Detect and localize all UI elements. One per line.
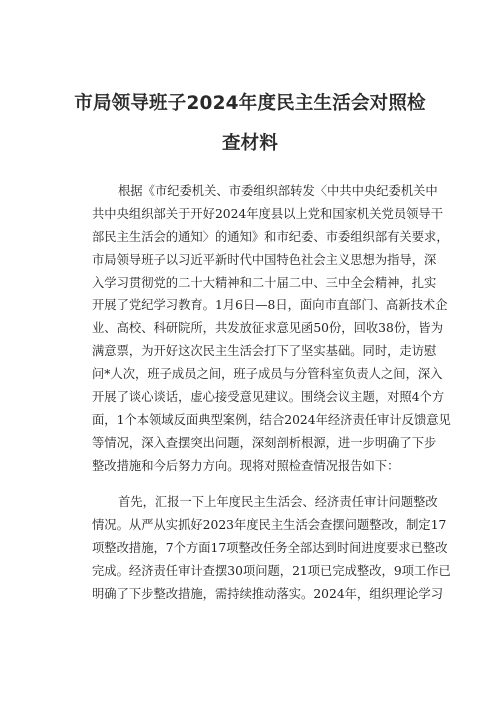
text-line: 项整改措施，7个方面17项整改任务全部达到时间进度要求已整改 <box>92 540 448 555</box>
text-line: 等情况，深入查摆突出问题，深刻剖析根源，进一步明确了下步 <box>92 435 437 450</box>
paragraph-1 <box>92 180 451 478</box>
text-line: 根据《市纪委机关、市委组织部转发〈中共中央纪委机关中 <box>118 184 438 198</box>
text-line: 部民主生活会的通知〉的通知》和市纪委、市委组织部有关要求， <box>92 229 449 244</box>
text-line: 整改措施和今后努力方向。现将对照检查情况报告如下： <box>92 458 400 473</box>
text-line: 问*人次，班子成员之间，班子成员与分管科室负责人之间，深入 <box>92 367 443 382</box>
text-line: 共中央组织部关于开好2024年度县以上党和国家机关党员领导干 <box>92 206 444 221</box>
text-line: 面，1个本领域反面典型案例，结合2024年经济责任审计反馈意见 <box>92 412 451 427</box>
text-line: 明确了下步整改措施，需持续推动落实。2024年，组织理论学习 <box>92 586 444 601</box>
text-line: 入学习贯彻党的二十大精神和二十届二中、三中全会精神，扎实 <box>92 275 437 290</box>
text-line: 业、高校、科研院所，共发放征求意见函50份，回收38份，皆为 <box>92 321 444 336</box>
document-title-line-2: 查材料 <box>221 133 279 154</box>
text-line: 情况。从严从实抓好2023年度民主生活会查摆问题整改，制定17 <box>92 517 447 532</box>
text-line: 开展了党纪学习教育。1月6日—8日，面向市直部门、高新技术企 <box>92 298 448 313</box>
paragraph-2 <box>92 491 451 605</box>
text-line: 市局领导班子以习近平新时代中国特色社会主义思想为指导，深 <box>92 252 437 267</box>
text-line: 完成。经济责任审计查摆30项问题，21项已完成整改，9项工作已 <box>92 563 451 578</box>
text-line: 开展了谈心谈话，虚心接受意见建议。围绕会议主题，对照4个方 <box>92 390 445 405</box>
text-line: 首先，汇报一下上年度民主生活会、经济责任审计问题整改 <box>118 495 438 509</box>
document-title-line-1: 市局领导班子2024年度民主生活会对照检 <box>74 93 426 114</box>
text-line: 满意票，为开好这次民主生活会打下了坚实基础。同时，走访慰 <box>92 344 437 359</box>
